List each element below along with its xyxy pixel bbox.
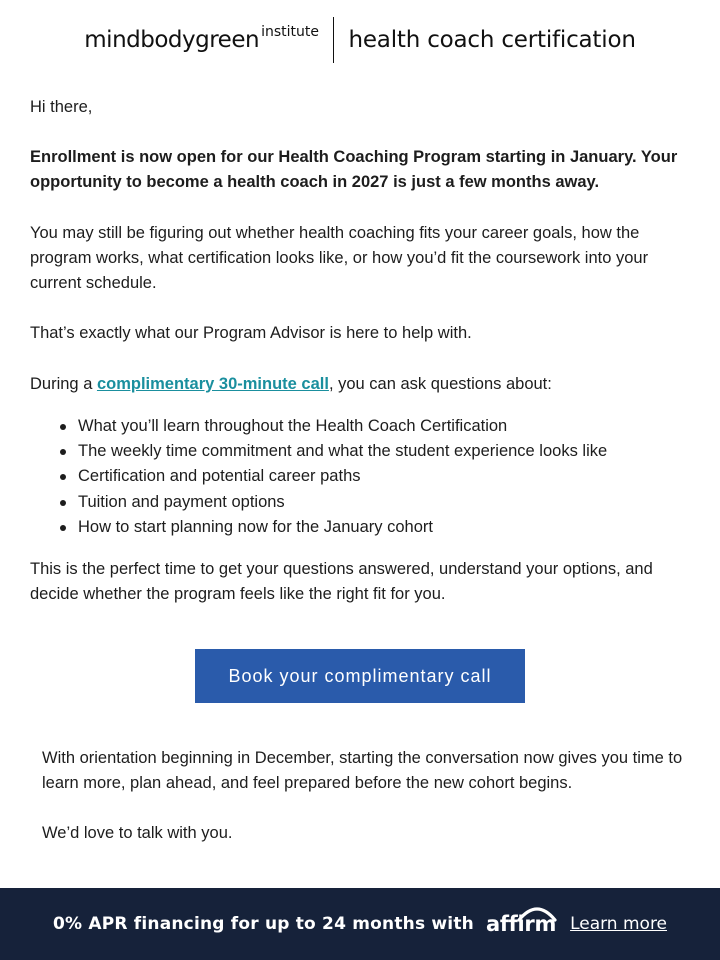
learn-more-link[interactable]: Learn more [570, 914, 668, 934]
list-item: What you’ll learn throughout the Health Coach Certification [60, 414, 680, 439]
paragraph-perfect-time: This is the perfect time to get your questions answered, understand your options, and decide whether the program feels like the right fit for you. [30, 560, 653, 603]
email-header [0, 0, 720, 80]
call-intro-prefix: During a [30, 375, 97, 393]
question-topics-list [60, 414, 680, 540]
list-item: How to start planning now for the January cohort [60, 515, 680, 540]
greeting: Hi there, [30, 98, 93, 116]
program-name: health coach certification [348, 27, 636, 53]
logo-divider [333, 17, 335, 63]
brand-suffix: institute [261, 24, 319, 40]
paragraph-call-intro [30, 372, 695, 397]
financing-text: 0% APR financing for up to 24 months with [52, 914, 474, 934]
brand-name: mindbodygreen [84, 27, 260, 53]
complimentary-call-link[interactable]: complimentary 30-minute call [96, 375, 329, 393]
call-intro-suffix: , you can ask questions about: [328, 375, 552, 393]
affirm-arc-icon [516, 904, 558, 922]
paragraph-program-advisor: That’s exactly what our Program Advisor is here to help with. [30, 324, 472, 342]
paragraph-closing: We’d love to talk with you. [42, 824, 233, 842]
affirm-logo [486, 912, 556, 936]
list-item: Tuition and payment options [60, 490, 680, 515]
brand-logo[interactable] [84, 24, 319, 53]
list-item: The weekly time commitment and what the student experience looks like [60, 439, 680, 464]
affirm-wordmark: affirm [485, 912, 557, 936]
paragraph-career-goals: You may still be figuring out whether health coaching fits your career goals, how the program works, what certification looks like, or how you’d fit the coursework into your current schedule. [30, 224, 649, 292]
book-call-button[interactable]: Book your complimentary call [195, 649, 525, 703]
intro-bold-text: Enrollment is now open for our Health Coaching Program starting in January. Your opportunity to become a health coach in 2027 is just a few months away. [30, 148, 678, 191]
paragraph-orientation: With orientation beginning in December, starting the conversation now gives you time to learn more, plan ahead, and feel prepared before the new cohort begins. [42, 749, 683, 792]
list-item: Certification and potential career paths [60, 464, 680, 489]
financing-banner [0, 888, 720, 960]
